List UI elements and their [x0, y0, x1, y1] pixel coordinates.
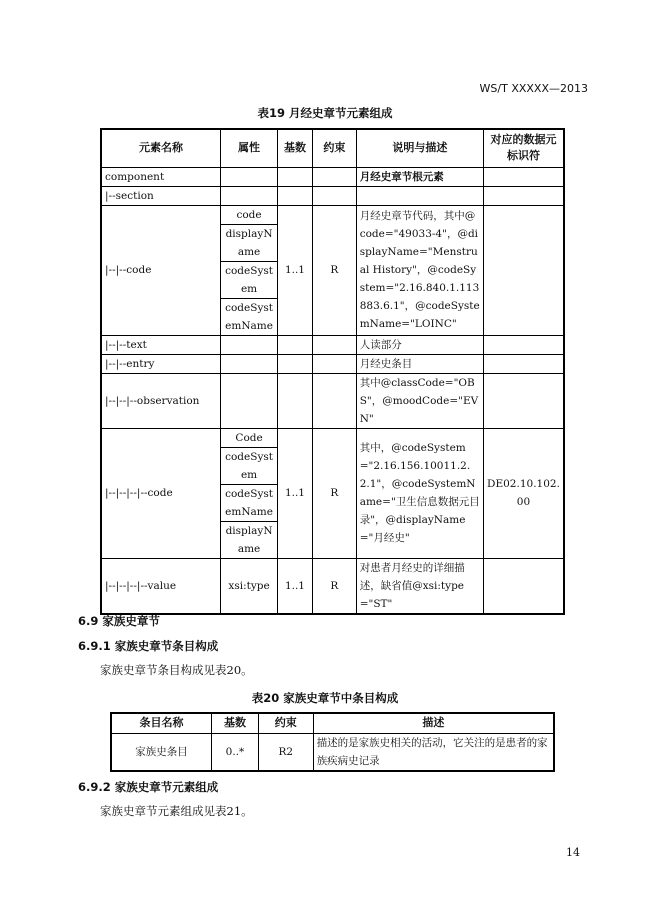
section-6-9-1: 6.9.1 家族史章节条目构成	[78, 639, 219, 653]
table20-caption: 表20 家族史章节中条目构成	[251, 691, 399, 705]
col-header: 条目名称	[111, 713, 212, 733]
table19-header-row	[101, 129, 564, 167]
element-name: |--section	[101, 186, 221, 205]
element-name: component	[101, 167, 221, 186]
attr-cell: codeSystem	[221, 261, 278, 298]
constraint: R	[312, 428, 356, 558]
col-header: 基数	[212, 713, 259, 733]
attr-cell: codeSystemName	[221, 484, 278, 521]
col-header: 基数	[278, 129, 313, 167]
col-header: 元素名称	[101, 129, 221, 167]
table-row	[101, 205, 564, 224]
col-header: 描述	[313, 713, 554, 733]
element-desc: 月经史章节代码，其中@code="49033-4"，@displayName="Menstrual History"，@codeSystem="2.16.840.1.113883.6.1"，@codeSystemName="LOINC"	[356, 205, 483, 335]
element-desc: 对患者月经史的详细描述，缺省值@xsi:type="ST"	[356, 558, 483, 614]
element-name: |--|--|--observation	[101, 373, 221, 428]
col-header: 对应的数据元标识符	[483, 129, 564, 167]
data-element-id: DE02.10.102.00	[483, 428, 564, 558]
page-number: 14	[566, 846, 580, 859]
table-row	[101, 354, 564, 373]
table-row	[101, 373, 564, 428]
attr-cell: xsi:type	[221, 558, 278, 614]
section-6-9: 6.9 家族史章节	[78, 614, 160, 628]
attr-cell: code	[221, 205, 278, 224]
element-desc: 其中@classCode="OBS"，@moodCode="EVN"	[356, 373, 483, 428]
element-desc: 月经史章节根元素	[356, 167, 483, 186]
attr-cell: codeSystemName	[221, 298, 278, 335]
element-desc: 月经史条目	[356, 354, 483, 373]
attr-cell: displayName	[221, 521, 278, 558]
table19-caption: 表19 月经史章节元素组成	[257, 106, 393, 120]
doc-header: WS/T XXXXX—2013	[479, 82, 588, 95]
constraint: R2	[258, 733, 313, 771]
element-name: |--|--code	[101, 205, 221, 335]
paragraph: 家族史章节元素组成见表21。	[100, 804, 253, 818]
table-row	[101, 558, 564, 614]
paragraph: 家族史章节条目构成见表20。	[100, 663, 253, 677]
table-row	[101, 186, 564, 205]
section-6-9-2: 6.9.2 家族史章节元素组成	[78, 780, 219, 794]
col-header: 约束	[258, 713, 313, 733]
col-header: 属性	[221, 129, 278, 167]
attr-cell: Code	[221, 428, 278, 447]
cardinality: 0..*	[212, 733, 259, 771]
entry-desc: 描述的是家族史相关的活动，它关注的是患者的家族疾病史记录	[313, 733, 554, 771]
table-row	[101, 335, 564, 354]
cardinality: 1..1	[278, 428, 313, 558]
element-name: |--|--|--|--value	[101, 558, 221, 614]
element-name: |--|--text	[101, 335, 221, 354]
col-header: 说明与描述	[356, 129, 483, 167]
table-row	[101, 167, 564, 186]
cardinality: 1..1	[278, 558, 313, 614]
table-row	[111, 733, 554, 771]
attr-cell: displayName	[221, 224, 278, 261]
entry-name: 家族史条目	[111, 733, 212, 771]
table19	[100, 128, 565, 615]
element-desc: 人读部分	[356, 335, 483, 354]
cardinality: 1..1	[278, 205, 313, 335]
constraint: R	[312, 205, 356, 335]
element-desc: 其中，@codeSystem="2.16.156.10011.2.2.1"，@codeSystemName="卫生信息数据元目录"，@displayName="月经史"	[356, 428, 483, 558]
constraint: R	[312, 558, 356, 614]
element-name: |--|--|--|--code	[101, 428, 221, 558]
table-row	[101, 428, 564, 447]
table20-header-row	[111, 713, 554, 733]
attr-cell: codeSystem	[221, 447, 278, 484]
table20	[110, 712, 555, 772]
col-header: 约束	[312, 129, 356, 167]
element-name: |--|--entry	[101, 354, 221, 373]
